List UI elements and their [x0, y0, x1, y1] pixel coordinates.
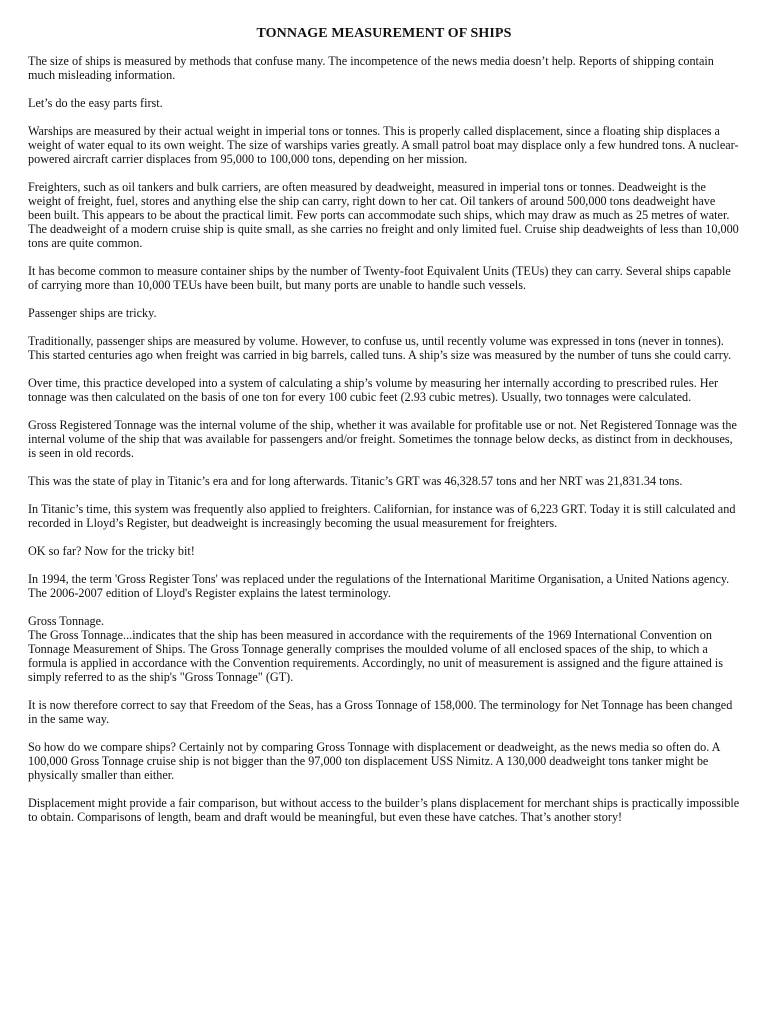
paragraph — [28, 474, 740, 488]
paragraph — [28, 502, 740, 530]
paragraph-text: Warships are measured by their actual weight in imperial tons or tonnes. This is properly called displacement, since a floating ship displaces a weight of water equal to its own weight. The size of warships varies greatly. A small patrol boat may displace only a few hundred tons. A nuclear-powered aircraft carrier displaces from 95,000 to 100,000 tons, depending on her mission. — [28, 124, 739, 166]
paragraph-text: It has become common to measure container ships by the number of Twenty-foot Equivalent Units (TEUs) they can carry. Several ships capable of carrying more than 10,000 TEUs have been built, but many ports are unable to handle such vessels. — [28, 264, 731, 292]
paragraph-text: Gross Registered Tonnage was the internal volume of the ship, whether it was available for profitable use or not. Net Registered Tonnage was the internal volume of the ship that was available for passengers and/or freight. Sometimes the tonnage below decks, as distinct from in deckhouses, is seen in old records. — [28, 418, 737, 460]
document-title: TONNAGE MEASUREMENT OF SHIPS — [256, 26, 512, 41]
paragraph-text: Passenger ships are tricky. — [28, 306, 157, 320]
paragraph-text: Freighters, such as oil tankers and bulk carriers, are often measured by deadweight, measured in imperial tons or tonnes. Deadweight is the weight of freight, fuel, stores and anything else the ship can carry, right down to her cat. Oil tankers of around 500,000 tons deadweight have been built. This appears to be about the practical limit. Few ports can accommodate such ships, which may draw as much as 25 metres of water. The deadweight of a modern cruise ship is quite small, as she carries no freight and only limited fuel. Cruise ship deadweights of less than 10,000 tons are quite common. — [28, 180, 739, 250]
paragraph — [28, 264, 740, 292]
paragraph-text: Let’s do the easy parts first. — [28, 96, 163, 110]
paragraph — [28, 796, 740, 824]
document-body — [28, 54, 740, 824]
paragraph — [28, 376, 740, 404]
paragraph-text: The size of ships is measured by methods that confuse many. The incompetence of the news media doesn’t help. Reports of shipping contain much misleading information. — [28, 54, 714, 82]
paragraph-text: Over time, this practice developed into a system of calculating a ship’s volume by measuring her internally according to prescribed rules. Her tonnage was then calculated on the basis of one ton for every 100 cubic feet (2.93 cubic metres). Usually, two tonnages were calculated. — [28, 376, 719, 404]
paragraph — [28, 306, 740, 320]
paragraph — [28, 180, 740, 250]
paragraph-text: Traditionally, passenger ships are measured by volume. However, to confuse us, until recently volume was expressed in tons (never in tonnes). This started centuries ago when freight was carried in big barrels, called tuns. A ship’s size was measured by the number of tuns she could carry. — [28, 334, 732, 362]
paragraph — [28, 740, 740, 782]
paragraph — [28, 124, 740, 166]
paragraph-text: Gross Tonnage. — [28, 614, 105, 628]
paragraph-text: Displacement might provide a fair comparison, but without access to the builder’s plans displacement for merchant ships is practically impossible to obtain. Comparisons of length, beam and draft would be meaningful, but even these have catches. That’s another story! — [28, 796, 740, 824]
paragraph — [28, 96, 740, 110]
paragraph-text: In 1994, the term 'Gross Register Tons' was replaced under the regulations of the International Maritime Organisation, a United Nations agency. The 2006-2007 edition of Lloyd's Register explains the latest terminology. — [28, 572, 730, 600]
paragraph — [28, 418, 740, 460]
paragraph-text: The Gross Tonnage...indicates that the ship has been measured in accordance with the requirements of the 1969 International Convention on Tonnage Measurement of Ships. The Gross Tonnage generally comprises the moulded volume of all enclosed spaces of the ship, to which a formula is applied in accordance with the Convention requirements. Accordingly, no unit of measurement is assigned and the figure attained is simply referred to as the ship's "Gross Tonnage" (GT). — [28, 628, 724, 684]
paragraph — [28, 54, 740, 82]
paragraph-text: OK so far? Now for the tricky bit! — [28, 544, 195, 558]
paragraph — [28, 544, 740, 558]
paragraph — [28, 614, 740, 684]
paragraph-text: So how do we compare ships? Certainly not by comparing Gross Tonnage with displacement or deadweight, as the news media so often do. A 100,000 Gross Tonnage cruise ship is not bigger than the 97,000 ton displacement USS Nimitz. A 130,000 deadweight tons tanker might be physically smaller than either. — [28, 740, 720, 782]
paragraph-text: It is now therefore correct to say that Freedom of the Seas, has a Gross Tonnage of 158,000. The terminology for Net Tonnage has been changed in the same way. — [28, 698, 733, 726]
paragraph — [28, 698, 740, 726]
paragraph — [28, 334, 740, 362]
paragraph — [28, 572, 740, 600]
paragraph-text: This was the state of play in Titanic’s era and for long afterwards. Titanic’s GRT was 46,328.57 tons and her NRT was 21,831.34 tons. — [28, 474, 683, 488]
paragraph-text: In Titanic’s time, this system was frequently also applied to freighters. Californian, for instance was of 6,223 GRT. Today it is still calculated and recorded in Lloyd’s Register, but deadweight is increasingly becoming the usual measurement for freighters. — [28, 502, 736, 530]
